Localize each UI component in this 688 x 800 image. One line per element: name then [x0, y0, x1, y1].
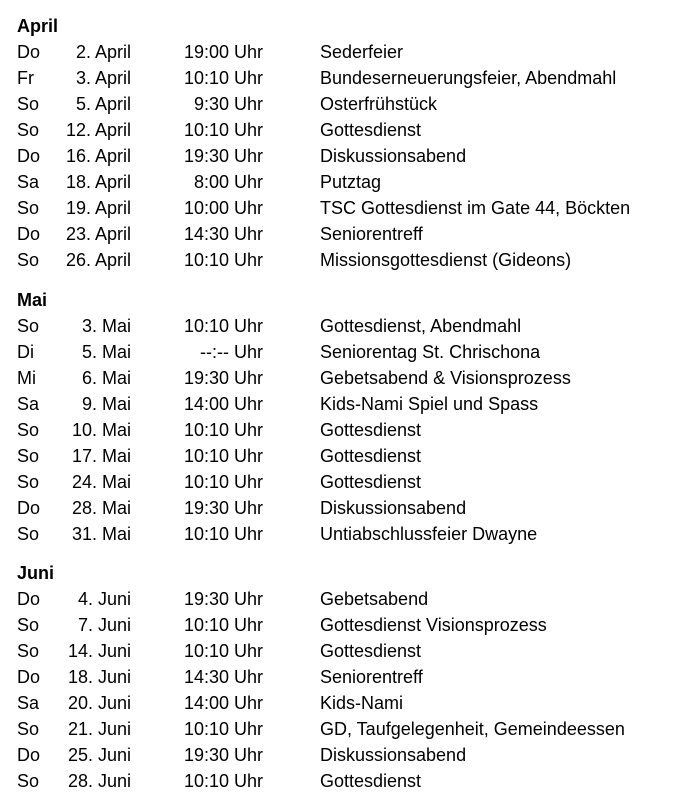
event-weekday: So	[17, 615, 40, 635]
event-title: Seniorentreff	[320, 667, 423, 687]
event-row	[0, 469, 688, 495]
event-time: 10:10 Uhr	[183, 446, 263, 466]
event-title: Seniorentreff	[320, 224, 423, 244]
event-time: 19:30 Uhr	[183, 368, 263, 388]
event-weekday: Sa	[17, 394, 40, 414]
event-weekday: Do	[17, 498, 41, 518]
event-weekday: So	[17, 316, 40, 336]
event-time: 10:10 Uhr	[183, 420, 263, 440]
event-date: 3. Mai	[81, 316, 131, 336]
event-title: Gottesdienst	[320, 771, 422, 791]
event-time: 10:10 Uhr	[183, 120, 263, 140]
event-date: 24. Mai	[71, 472, 131, 492]
event-time: 10:10 Uhr	[183, 316, 263, 336]
event-weekday: Do	[17, 224, 41, 244]
event-time: 10:10 Uhr	[183, 472, 263, 492]
event-weekday: So	[17, 524, 40, 544]
event-date: 16. April	[65, 146, 131, 166]
event-date: 10. Mai	[71, 420, 131, 440]
event-row	[0, 742, 688, 768]
event-title: GD, Taufgelegenheit, Gemeindeessen	[320, 719, 625, 739]
event-date: 21. Juni	[67, 719, 131, 739]
event-title: Kids-Nami	[320, 693, 404, 713]
month-title: April	[17, 16, 59, 36]
event-title: Gottesdienst	[320, 420, 422, 440]
event-row	[0, 495, 688, 521]
event-row	[0, 143, 688, 169]
event-time: 10:10 Uhr	[183, 641, 263, 661]
event-weekday: Sa	[17, 172, 40, 192]
event-weekday: Do	[17, 667, 41, 687]
event-time: 9:30 Uhr	[193, 94, 263, 114]
event-row	[0, 521, 688, 547]
event-title: Seniorentag St. Chrischona	[320, 342, 541, 362]
event-title: Missionsgottesdienst (Gideons)	[320, 250, 572, 270]
event-title: Putztag	[320, 172, 382, 192]
event-time: 8:00 Uhr	[193, 172, 263, 192]
event-row	[0, 638, 688, 664]
event-title: Osterfrühstück	[320, 94, 438, 114]
event-weekday: So	[17, 771, 40, 791]
event-date: 18. Juni	[67, 667, 131, 687]
event-weekday: Do	[17, 745, 41, 765]
event-weekday: Fr	[17, 68, 34, 88]
event-title: Gebetsabend & Visionsprozess	[320, 368, 571, 388]
event-date: 5. April	[75, 94, 131, 114]
event-row	[0, 716, 688, 742]
event-time: 10:10 Uhr	[183, 719, 263, 739]
event-row	[0, 417, 688, 443]
event-time: 19:30 Uhr	[183, 498, 263, 518]
event-date: 28. Juni	[67, 771, 131, 791]
event-row	[0, 195, 688, 221]
event-weekday: Di	[17, 342, 34, 362]
event-title: Gebetsabend	[320, 589, 429, 609]
event-weekday: So	[17, 446, 40, 466]
event-weekday: Do	[17, 589, 41, 609]
event-weekday: Do	[17, 146, 41, 166]
event-weekday: So	[17, 472, 40, 492]
event-weekday: So	[17, 641, 40, 661]
event-row	[0, 39, 688, 65]
event-date: 5. Mai	[81, 342, 131, 362]
event-title: Gottesdienst, Abendmahl	[320, 316, 522, 336]
event-weekday: So	[17, 250, 40, 270]
event-weekday: So	[17, 420, 40, 440]
event-title: Gottesdienst	[320, 641, 422, 661]
event-title: Diskussionsabend	[320, 745, 467, 765]
event-date: 9. Mai	[81, 394, 131, 414]
event-row	[0, 612, 688, 638]
event-date: 19. April	[65, 198, 131, 218]
event-time: 14:30 Uhr	[183, 667, 263, 687]
event-date: 31. Mai	[71, 524, 131, 544]
event-date: 25. Juni	[67, 745, 131, 765]
month-title: Mai	[17, 290, 48, 310]
event-weekday: So	[17, 719, 40, 739]
event-row	[0, 664, 688, 690]
month-title: Juni	[17, 563, 55, 583]
event-row	[0, 339, 688, 365]
event-time: 10:10 Uhr	[183, 771, 263, 791]
event-date: 7. Juni	[77, 615, 131, 635]
event-title: Kids-Nami Spiel und Spass	[320, 394, 539, 414]
event-date: 20. Juni	[67, 693, 131, 713]
event-date: 12. April	[65, 120, 131, 140]
event-weekday: Mi	[17, 368, 36, 388]
event-time: 10:10 Uhr	[183, 615, 263, 635]
event-title: Untiabschlussfeier Dwayne	[320, 524, 538, 544]
event-row	[0, 221, 688, 247]
event-time: --:-- Uhr	[200, 342, 263, 362]
event-row	[0, 91, 688, 117]
event-date: 17. Mai	[71, 446, 131, 466]
event-time: 10:10 Uhr	[183, 250, 263, 270]
event-row	[0, 365, 688, 391]
event-row	[0, 313, 688, 339]
event-time: 19:00 Uhr	[183, 42, 263, 62]
event-weekday: Sa	[17, 693, 40, 713]
event-date: 23. April	[65, 224, 131, 244]
event-title: Gottesdienst	[320, 120, 422, 140]
event-weekday: So	[17, 120, 40, 140]
event-row	[0, 586, 688, 612]
event-title: Bundeserneuerungsfeier, Abendmahl	[320, 68, 617, 88]
event-weekday: So	[17, 94, 40, 114]
event-date: 2. April	[75, 42, 131, 62]
event-time: 14:30 Uhr	[183, 224, 263, 244]
event-row	[0, 443, 688, 469]
event-row	[0, 169, 688, 195]
event-weekday: Do	[17, 42, 41, 62]
event-date: 14. Juni	[67, 641, 131, 661]
event-time: 14:00 Uhr	[183, 394, 263, 414]
event-title: TSC Gottesdienst im Gate 44, Böckten	[320, 198, 631, 218]
event-date: 26. April	[65, 250, 131, 270]
event-row	[0, 247, 688, 273]
event-date: 6. Mai	[81, 368, 131, 388]
event-time: 10:10 Uhr	[183, 68, 263, 88]
event-row	[0, 690, 688, 716]
event-time: 19:30 Uhr	[183, 745, 263, 765]
event-time: 14:00 Uhr	[183, 693, 263, 713]
event-row	[0, 391, 688, 417]
event-time: 19:30 Uhr	[183, 146, 263, 166]
event-date: 28. Mai	[71, 498, 131, 518]
event-weekday: So	[17, 198, 40, 218]
event-title: Diskussionsabend	[320, 146, 467, 166]
event-row	[0, 768, 688, 794]
event-title: Gottesdienst	[320, 446, 422, 466]
event-title: Sederfeier	[320, 42, 404, 62]
event-title: Gottesdienst	[320, 472, 422, 492]
event-date: 3. April	[75, 68, 131, 88]
event-date: 4. Juni	[77, 589, 131, 609]
event-time: 19:30 Uhr	[183, 589, 263, 609]
event-row	[0, 117, 688, 143]
event-date: 18. April	[65, 172, 131, 192]
event-title: Gottesdienst Visionsprozess	[320, 615, 547, 635]
event-time: 10:10 Uhr	[183, 524, 263, 544]
event-title: Diskussionsabend	[320, 498, 467, 518]
event-row	[0, 65, 688, 91]
event-time: 10:00 Uhr	[183, 198, 263, 218]
